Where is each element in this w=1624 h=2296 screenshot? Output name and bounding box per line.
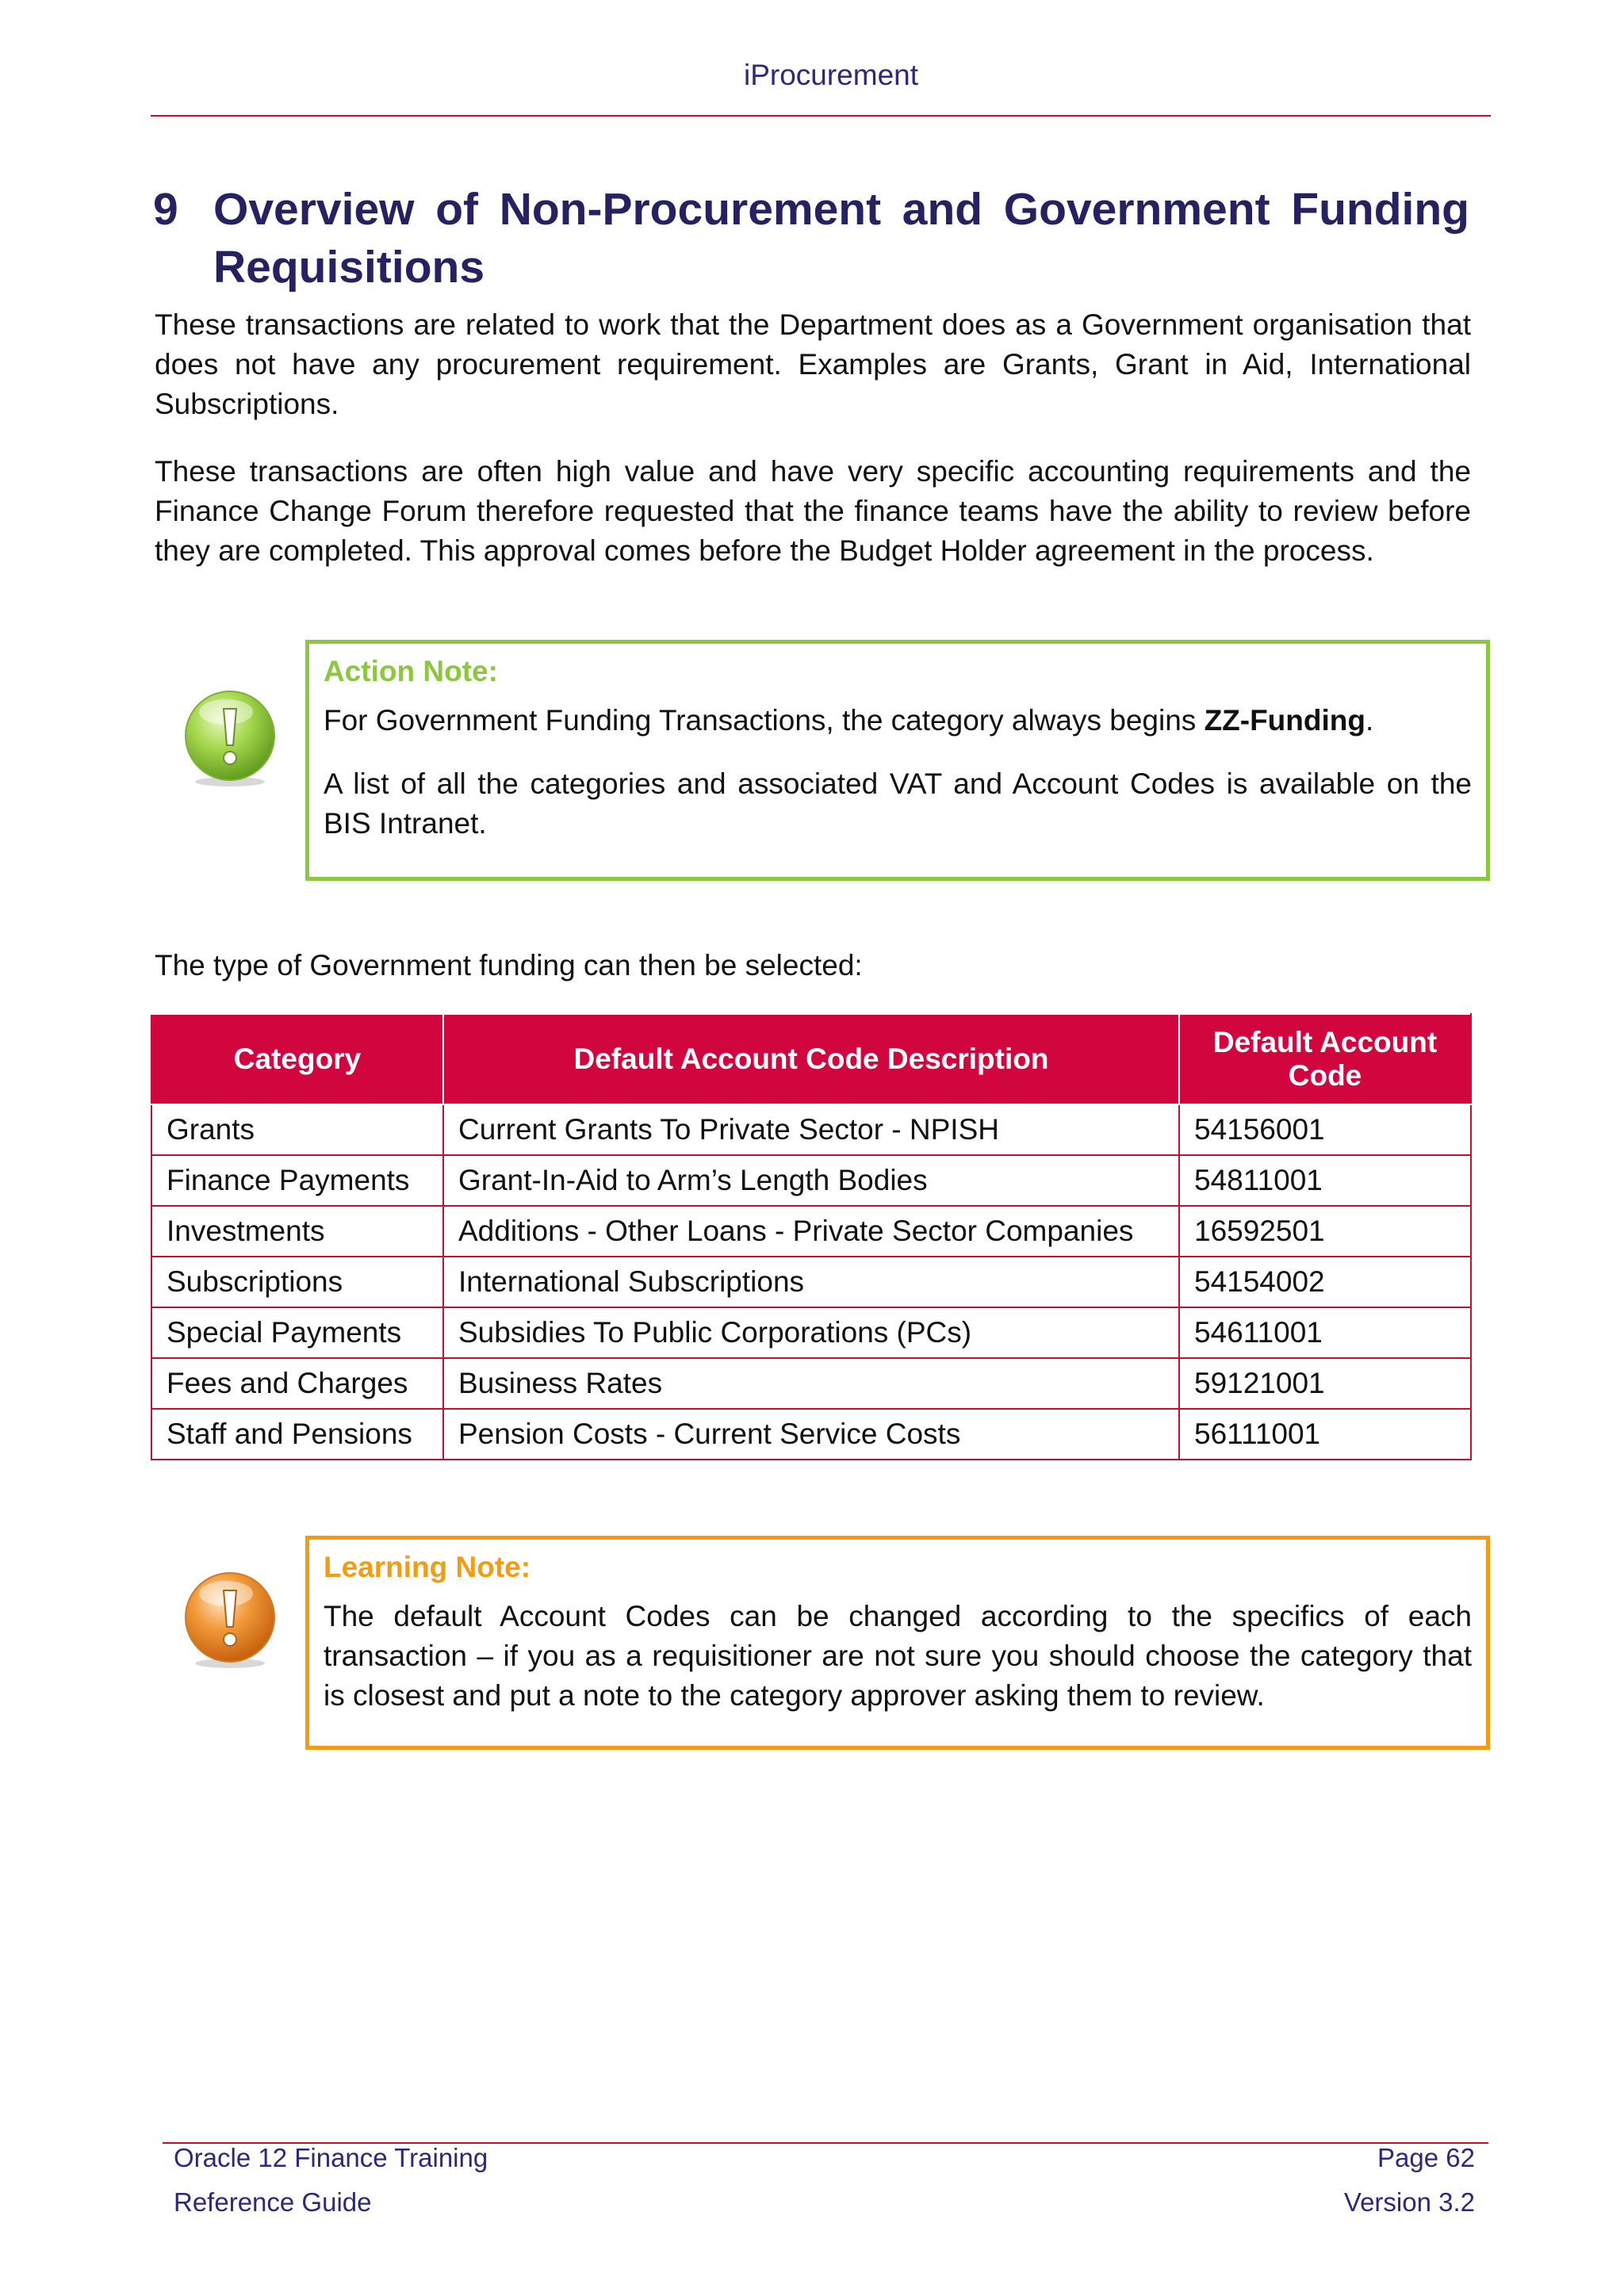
section-title: Overview of Non-Procurement and Government Funding Requisitions xyxy=(213,184,1469,293)
table-row xyxy=(151,1409,1471,1460)
account-code-cell: 16592501 xyxy=(1179,1206,1471,1257)
section-number: 9 xyxy=(153,184,178,235)
table-header-row xyxy=(151,1014,1471,1104)
category-prefix: ZZ-Funding xyxy=(1204,704,1365,737)
table-row xyxy=(151,1257,1471,1307)
account-code-cell: 59121001 xyxy=(1179,1358,1471,1409)
action-note-line-2: A list of all the categories and associated VAT and Account Codes is available on the BIS Intranet. xyxy=(324,767,1472,840)
page-number: Page 62 xyxy=(1377,2143,1475,2172)
table-row xyxy=(151,1307,1471,1358)
learning-note-box xyxy=(305,1536,1490,1750)
account-code-cell: 56111001 xyxy=(1179,1409,1471,1460)
description-cell: Business Rates xyxy=(443,1358,1179,1409)
account-code-cell: 54154002 xyxy=(1179,1257,1471,1307)
paragraph-2: These transactions are often high value and have very specific accounting requirements and the Finance Change Forum therefore requested that the finance teams have the ability to review before they are completed. This approval comes before the Budget Holder agreement in the process. xyxy=(155,455,1471,567)
account-code-cell: 54156001 xyxy=(1179,1104,1471,1155)
exclamation-icon xyxy=(180,688,280,788)
category-cell: Grants xyxy=(151,1104,443,1155)
account-code-cell: 54811001 xyxy=(1179,1155,1471,1206)
version-label: Version 3.2 xyxy=(1343,2187,1475,2217)
footer-left-line-2: Reference Guide xyxy=(174,2187,372,2217)
table-row xyxy=(151,1358,1471,1409)
description-cell: Pension Costs - Current Service Costs xyxy=(443,1409,1179,1460)
footer-left-line-1: Oracle 12 Finance Training xyxy=(174,2143,488,2172)
description-cell: Current Grants To Private Sector - NPISH xyxy=(443,1104,1179,1155)
table-row xyxy=(151,1155,1471,1206)
table-row xyxy=(151,1206,1471,1257)
description-cell: Additions - Other Loans - Private Sector Companies xyxy=(443,1206,1179,1257)
action-note-line-1 xyxy=(324,701,1472,740)
category-cell: Finance Payments xyxy=(151,1155,443,1206)
column-header: Category xyxy=(151,1014,443,1104)
column-header: Default Account Code Description xyxy=(443,1014,1179,1104)
learning-note-title: Learning Note: xyxy=(324,1551,531,1583)
category-cell: Fees and Charges xyxy=(151,1358,443,1409)
paragraph-1: These transactions are related to work that the Department does as a Government organisation that does not have any procurement requirement. Examples are Grants, Grant in Aid, International Subscriptions. xyxy=(155,308,1471,420)
learning-note-body: The default Account Codes can be changed according to the specifics of each transaction – if you as a requisitioner are not sure you should choose the category that is closest and put a note to the category approver asking them to review. xyxy=(324,1600,1472,1712)
action-note-text: For Government Funding Transactions, the category always begins xyxy=(324,704,1205,737)
section-heading xyxy=(153,181,1469,297)
category-cell: Special Payments xyxy=(151,1307,443,1358)
description-cell: Grant-In-Aid to Arm’s Length Bodies xyxy=(443,1155,1179,1206)
action-note-title: Action Note: xyxy=(324,655,498,687)
account-code-cell: 54611001 xyxy=(1179,1307,1471,1358)
header-rule xyxy=(151,115,1491,117)
exclamation-icon xyxy=(180,1570,280,1670)
category-cell: Staff and Pensions xyxy=(151,1409,443,1460)
table-intro: The type of Government funding can then be selected: xyxy=(155,949,863,982)
action-note-period: . xyxy=(1365,704,1374,737)
action-note-box xyxy=(305,640,1490,881)
account-codes-table xyxy=(151,1013,1472,1460)
category-cell: Subscriptions xyxy=(151,1257,443,1307)
description-cell: Subsidies To Public Corporations (PCs) xyxy=(443,1307,1179,1358)
category-cell: Investments xyxy=(151,1206,443,1257)
header-title: iProcurement xyxy=(743,59,919,91)
table-row xyxy=(151,1104,1471,1155)
description-cell: International Subscriptions xyxy=(443,1257,1179,1307)
column-header: Default Account Code xyxy=(1179,1014,1471,1104)
